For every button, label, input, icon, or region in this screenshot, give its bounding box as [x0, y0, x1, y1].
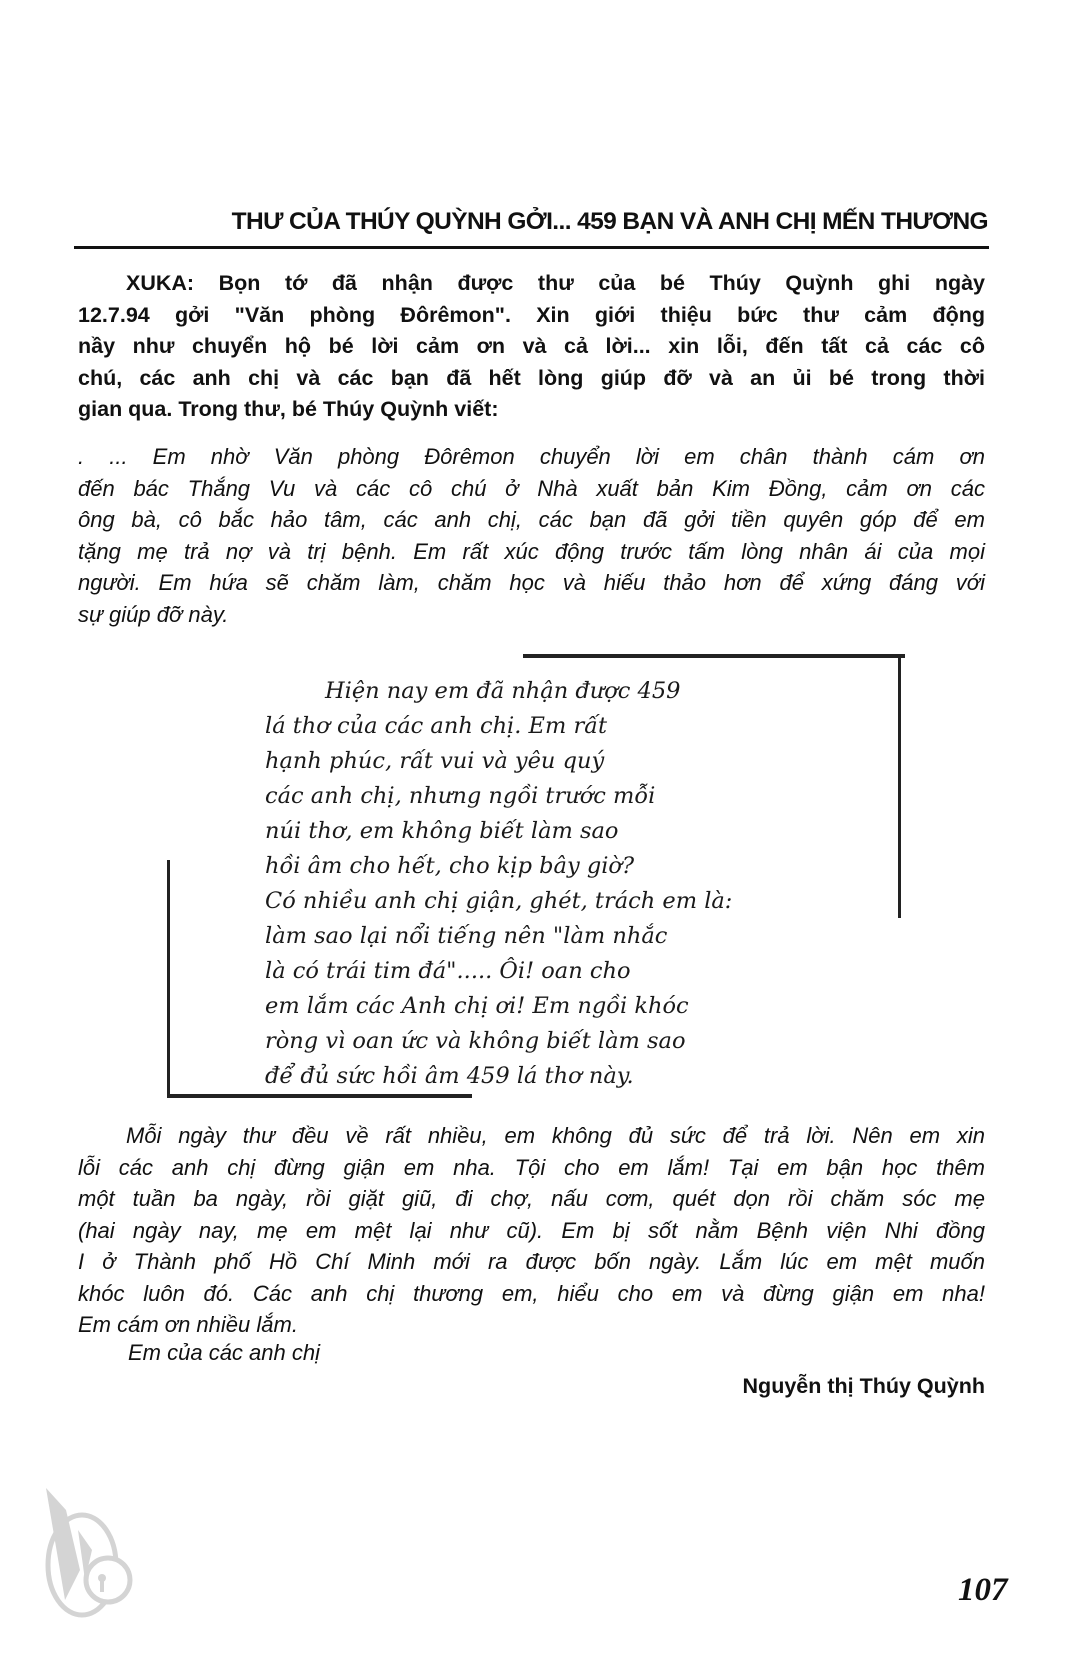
text-line: gian qua. Trong thư, bé Thúy Quỳnh viết: [78, 397, 499, 421]
page-number: 107 [958, 1572, 1008, 1608]
handwritten-line: núi thơ, em không biết làm sao [265, 818, 619, 844]
letter-border-bottom [167, 1094, 472, 1098]
text-line: một tuần ba ngày, rồi giặt giũ, đi chợ, nấu cơm, quét dọn rồi chăm sóc mẹ [78, 1186, 985, 1211]
text-line: (hai ngày nay, mẹ em mệt lại như cũ). Em bị sốt nằm Bệnh viện Nhi đồng [78, 1217, 985, 1243]
text-line: XUKA: Bọn tớ đã nhận được thư của bé Thúy Quỳnh ghi ngày [126, 271, 985, 295]
intro-paragraph [78, 268, 985, 426]
text-line: khóc luôn đó. Các anh chị thương em, hiểu cho em và đừng giận em nha! [78, 1280, 985, 1306]
handwritten-line: làm sao lại nổi tiếng nên "làm nhắc [265, 923, 668, 949]
handwritten-line: ròng vì oan ức và không biết làm sao [265, 1028, 686, 1054]
handwritten-line: hạnh phúc, rất vui và yêu quý [265, 748, 605, 774]
letter-border-right [898, 658, 901, 918]
text-line: Mỗi ngày thư đều về rất nhiều, em không đủ sức để trả lời. Nên em xin [126, 1123, 985, 1148]
text-line: ông bà, cô bắc hảo tâm, các anh chị, các bạn đã gởi tiền quyên góp để em [78, 507, 985, 532]
signature: Nguyễn thị Thúy Quỳnh [742, 1374, 985, 1398]
text-line: I ở Thành phố Hồ Chí Minh mới ra được bốn ngày. Lắm lúc em mệt muốn [78, 1249, 985, 1274]
handwritten-line: em lắm các Anh chị ơi! Em ngồi khóc [265, 993, 689, 1019]
continuation-paragraph [78, 1120, 985, 1341]
text-line: tặng mẹ trả nợ và trị bệnh. Em rất xúc động trước tấm lòng nhân ái của mọi [78, 538, 985, 564]
doraemon-bell-logo [40, 1470, 140, 1620]
quote-paragraph [78, 441, 985, 630]
page-title: THƯ CỦA THÚY QUỲNH GỞI... 459 BẠN VÀ ANH CHỊ MẾN THƯƠNG [231, 208, 988, 235]
text-line: lỗi các anh chị đừng giận em nha. Tội cho em lắm! Tại em bận học thêm [78, 1154, 985, 1180]
handwritten-line: Có nhiều anh chị giận, ghét, trách em là: [265, 888, 733, 914]
text-line: đến bác Thắng Vu và các cô chú ở Nhà xuất bản Kim Đồng, cảm ơn các [78, 475, 985, 501]
handwritten-line: các anh chị, nhưng ngồi trước mỗi [265, 783, 656, 809]
text-line: Em cám ơn nhiều lắm. [78, 1312, 298, 1337]
handwritten-line: lá thơ của các anh chị. Em rất [265, 713, 608, 739]
text-line: 12.7.94 gởi "Văn phòng Đôrêmon". Xin giới thiệu bức thư cảm động [78, 302, 985, 327]
handwritten-line: là có trái tim đá"..... Ôi! oan cho [265, 958, 631, 984]
text-line: sự giúp đỡ này. [78, 601, 229, 627]
handwritten-letter-image [165, 650, 905, 1100]
handwritten-line: để đủ sức hồi âm 459 lá thơ này. [265, 1063, 634, 1089]
title-rule [74, 246, 989, 249]
letter-border-top [523, 654, 905, 658]
text-line: . ... Em nhờ Văn phòng Đôrêmon chuyển lời em chân thành cám ơn [78, 444, 985, 469]
handwritten-line: hồi âm cho hết, cho kịp bây giờ? [265, 853, 635, 879]
text-line: chú, các anh chị và các bạn đã hết lòng giúp đỡ và an ủi bé trong thời [78, 365, 985, 390]
text-line: người. Em hứa sẽ chăm làm, chăm học và hiếu thảo hơn để xứng đáng với [78, 570, 985, 595]
handwritten-text [265, 674, 732, 1094]
closing-line: Em của các anh chị [128, 1340, 320, 1365]
text-line: nầy như chuyển hộ bé lời cảm ơn và cả lời... xin lỗi, đến tất cả các cô [78, 334, 985, 358]
letter-border-left [167, 860, 170, 1098]
handwritten-line: Hiện nay em đã nhận được 459 [325, 678, 681, 704]
